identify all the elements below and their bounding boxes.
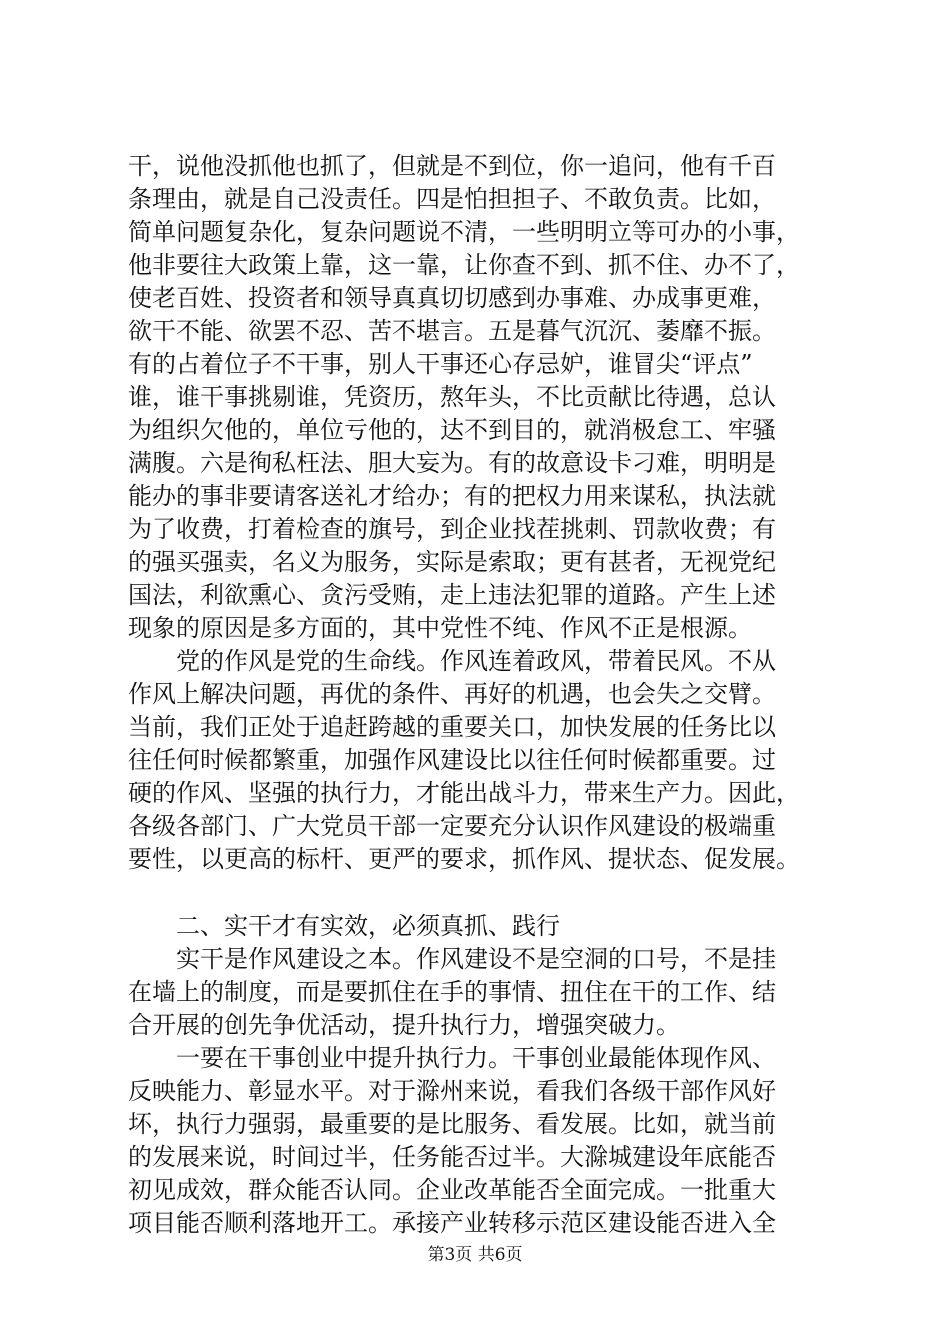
text-line: 要性，以更高的标杆、更严的要求，抓作风、提状态、促发展。 [128,845,800,873]
text-line: 为组织欠他的，单位亏他的，达不到目的，就消极怠工、牢骚 [128,416,776,444]
paragraph-4 [128,1042,838,1240]
text-line: 使老百姓、投资者和领导真真切切感到办事难、办成事更难， [128,284,776,312]
text-line: 的强买强卖，名义为服务，实际是索取；更有甚者，无视党纪 [128,548,776,576]
text-line: 作风上解决问题，再优的条件、再好的机遇，也会失之交臂。 [128,680,776,708]
text-line: 往任何时候都繁重，加强作风建设比以往任何时候都重要。过 [128,746,776,774]
text-line: 各级各部门、广大党员干部一定要充分认识作风建设的极端重 [128,812,776,840]
paragraph-2 [128,645,838,876]
paragraph-3 [128,943,838,1042]
text-line: 在墙上的制度，而是要抓住在手的事情、扭住在干的工作、结 [128,978,776,1006]
text-line: 硬的作风、坚强的执行力，才能出战斗力，带来生产力。因此， [128,779,800,807]
text-line: 有的占着位子不干事，别人干事还心存忌妒，谁冒尖“评点” [128,350,753,378]
text-line: 党的作风是党的生命线。作风连着政风，带着民风。不从 [128,647,776,675]
paragraph-gap [128,876,838,910]
text-line: 合开展的创先争优活动，提升执行力，增强突破力。 [128,1011,680,1039]
text-line: 国法，利欲熏心、贪污受贿，走上违法犯罪的道路。产生上述 [128,581,776,609]
text-line: 项目能否顺利落地开工。承接产业转移示范区建设能否进入全 [128,1209,776,1237]
document-body [128,150,838,1240]
text-line: 的发展来说，时间过半，任务能否过半。大滁城建设年底能否 [128,1143,776,1171]
paragraph-1 [128,150,838,645]
text-line: 现象的原因是多方面的，其中党性不纯、作风不正是根源。 [128,614,752,642]
text-line: 坏，执行力强弱，最重要的是比服务、看发展。比如，就当前 [128,1110,776,1138]
text-line: 欲干不能、欲罢不忍、苦不堪言。五是暮气沉沉、萎靡不振。 [128,317,776,345]
text-line: 初见成效，群众能否认同。企业改革能否全面完成。一批重大 [128,1176,776,1204]
section-heading: 二、实干才有实效，必须真抓、践行 [128,912,560,940]
text-line: 谁，谁干事挑剔谁，凭资历，熬年头，不比贡献比待遇，总认 [128,383,776,411]
text-line: 反映能力、彰显水平。对于滁州来说，看我们各级干部作风好 [128,1077,776,1105]
text-line: 一要在干事创业中提升执行力。干事创业最能体现作风、 [128,1044,776,1072]
text-line: 能办的事非要请客送礼才给办；有的把权力用来谋私，执法就 [128,482,776,510]
text-line: 实干是作风建设之本。作风建设不是空洞的口号，不是挂 [128,945,776,973]
text-line: 满腹。六是徇私枉法、胆大妄为。有的故意设卡刁难，明明是 [128,449,776,477]
text-line: 简单问题复杂化，复杂问题说不清，一些明明立等可办的小事， [128,218,800,246]
text-line: 当前，我们正处于追赶跨越的重要关口，加快发展的任务比以 [128,713,776,741]
text-line: 为了收费，打着检查的旗号，到企业找茬挑刺、罚款收费；有 [128,515,776,543]
page-footer: 第3页 共6页 [427,1245,523,1265]
text-line: 干，说他没抓他也抓了，但就是不到位，你一追问，他有千百 [128,152,776,180]
text-line: 他非要往大政策上靠，这一靠，让你查不到、抓不住、办不了， [128,251,800,279]
text-line: 条理由，就是自己没责任。四是怕担担子、不敢负责。比如， [128,185,776,213]
